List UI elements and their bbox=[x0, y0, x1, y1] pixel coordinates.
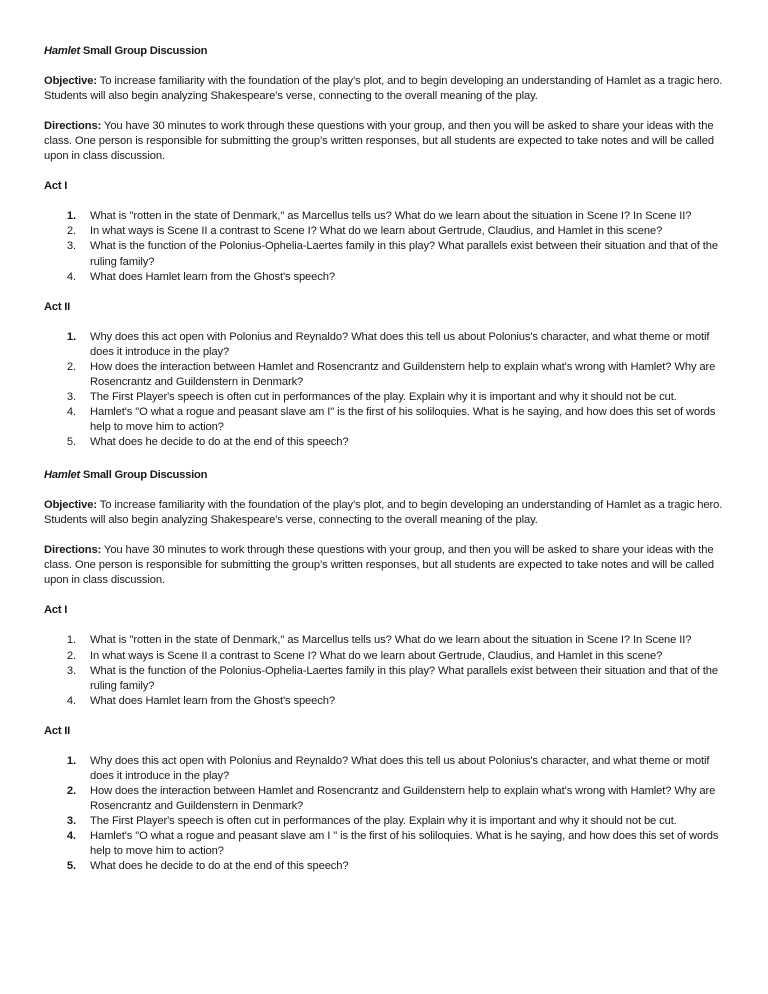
list-item-label: Hamlet's "O what a rogue and peasant slave am I " is the first of his soliloquies. What is he saying, and how does this set of words help to move him to action? bbox=[90, 830, 719, 858]
spacer bbox=[44, 285, 726, 300]
list-item-label: What is "rotten in the state of Denmark," as Marcellus tells us? What do we learn about the situation in Scene I? In Scene II? bbox=[90, 634, 692, 647]
block-separator bbox=[44, 450, 726, 468]
list-item bbox=[44, 239, 726, 269]
act-two-question-list-second bbox=[44, 754, 726, 875]
list-item bbox=[44, 270, 726, 285]
spacer bbox=[44, 315, 726, 330]
page-title-second bbox=[44, 468, 726, 483]
spacer bbox=[44, 739, 726, 754]
act-two-question-list bbox=[44, 330, 726, 451]
directions-text: You have 30 minutes to work through these questions with your group, and then you will be asked to share your ideas with the class. One person is responsible for submitting the group’s written responses, but all students are expected to take notes and will be called upon in class discussion. bbox=[44, 544, 714, 587]
list-item-label: The First Player's speech is often cut in performances of the play. Explain why it is important and why it should not be cut. bbox=[90, 390, 677, 403]
page-title-rest: Small Group Discussion bbox=[79, 469, 208, 482]
objective-text: To increase familiarity with the foundation of the play’s plot, and to begin developing an understanding of Hamlet as a tragic hero. Students will also begin analyzing Shakespeare’s verse, connecting to the overall meaning of the play. bbox=[44, 499, 723, 527]
directions-label: Directions: bbox=[44, 120, 102, 133]
spacer bbox=[44, 709, 726, 724]
spacer bbox=[44, 59, 726, 74]
directions-paragraph bbox=[44, 119, 726, 164]
list-item bbox=[44, 694, 726, 709]
list-item bbox=[44, 754, 726, 784]
list-item bbox=[44, 360, 726, 390]
objective-text: To increase familiarity with the foundation of the play’s plot, and to begin developing an understanding of Hamlet as a tragic hero. Students will also begin analyzing Shakespeare’s verse, connecting to the overall meaning of the play. bbox=[44, 75, 723, 103]
act-two-heading-second: Act II bbox=[44, 724, 71, 737]
list-item-label: What is "rotten in the state of Denmark," as Marcellus tells us? What do we learn about the situation in Scene I? In Scene II? bbox=[90, 210, 692, 223]
list-item-number: 4. bbox=[66, 405, 76, 418]
spacer bbox=[44, 618, 726, 633]
spacer bbox=[44, 104, 726, 119]
list-item-number: 5. bbox=[66, 436, 76, 449]
list-item bbox=[44, 784, 726, 814]
spacer bbox=[44, 164, 726, 179]
spacer bbox=[44, 528, 726, 543]
page-title-rest: Small Group Discussion bbox=[79, 45, 208, 57]
list-item-number: 2. bbox=[66, 360, 76, 373]
list-item-number: 2. bbox=[66, 649, 76, 662]
list-item-label: What does he decide to do at the end of this speech? bbox=[90, 436, 349, 449]
list-item-number: 4. bbox=[66, 270, 76, 283]
list-item bbox=[44, 390, 726, 405]
list-item-label: In what ways is Scene II a contrast to Scene I? What do we learn about Gertrude, Claudius, and Hamlet in this scene? bbox=[90, 649, 663, 662]
list-item-number: 3. bbox=[66, 664, 76, 677]
list-item bbox=[44, 224, 726, 239]
list-item bbox=[44, 814, 726, 829]
list-item bbox=[44, 209, 726, 224]
list-item bbox=[44, 649, 726, 664]
act-two-heading: Act II bbox=[44, 300, 71, 313]
list-item-label: Why does this act open with Polonius and Reynaldo? What does this tell us about Polonius's character, and what theme or motif does it introduce in the play? bbox=[90, 330, 710, 358]
objective-label: Objective: bbox=[44, 75, 97, 87]
list-item bbox=[44, 633, 726, 648]
list-item-number: 1. bbox=[66, 634, 76, 647]
list-item-label: How does the interaction between Hamlet and Rosencrantz and Guildenstern help to explain what's wrong with Hamlet? Why are Rosencrantz and Guildenstern in Denmark? bbox=[90, 360, 716, 388]
list-item-label: The First Player's speech is often cut in performances of the play. Explain why it is important and why it should not be cut. bbox=[90, 815, 677, 827]
list-item-label: What does he decide to do at the end of this speech? bbox=[90, 860, 349, 873]
list-item-number: 4. bbox=[66, 830, 76, 843]
act-one-heading: Act I bbox=[44, 180, 68, 193]
list-item-label: What is the function of the Polonius-Ophelia-Laertes family in this play? What parallels exist between their situation and that of the ruling family? bbox=[90, 240, 719, 268]
objective-label: Objective: bbox=[44, 499, 97, 512]
list-item-number: 1. bbox=[66, 330, 76, 343]
list-item bbox=[44, 829, 726, 859]
list-item-label: What is the function of the Polonius-Ophelia-Laertes family in this play? What parallels exist between their situation and that of the ruling family? bbox=[90, 664, 719, 692]
list-item-label: What does Hamlet learn from the Ghost's speech? bbox=[90, 270, 335, 283]
spacer bbox=[44, 588, 726, 603]
list-item-label: Why does this act open with Polonius and Reynaldo? What does this tell us about Polonius's character, and what theme or motif does it introduce in the play? bbox=[90, 754, 710, 782]
list-item-number: 2. bbox=[66, 225, 76, 238]
objective-paragraph bbox=[44, 74, 726, 104]
page-title bbox=[44, 44, 726, 59]
list-item-number: 2. bbox=[66, 784, 76, 797]
list-item bbox=[44, 405, 726, 435]
list-item-number: 5. bbox=[66, 860, 76, 873]
list-item bbox=[44, 859, 726, 874]
objective-paragraph-second bbox=[44, 498, 726, 528]
spacer bbox=[44, 194, 726, 209]
directions-text: You have 30 minutes to work through these questions with your group, and then you will be asked to share your ideas with the class. One person is responsible for submitting the group’s written responses, but all students are expected to take notes and will be called upon in class discussion. bbox=[44, 120, 714, 163]
directions-paragraph-second bbox=[44, 543, 726, 588]
directions-label: Directions: bbox=[44, 544, 102, 557]
document-body bbox=[44, 44, 726, 874]
play-title-italic: Hamlet bbox=[44, 45, 80, 57]
list-item bbox=[44, 435, 726, 450]
act-one-heading-second: Act I bbox=[44, 604, 68, 617]
act-one-question-list bbox=[44, 209, 726, 284]
act-one-question-list-second bbox=[44, 633, 726, 708]
list-item-number: 3. bbox=[66, 390, 76, 403]
list-item-number: 3. bbox=[66, 815, 76, 827]
spacer bbox=[44, 483, 726, 498]
play-title-italic: Hamlet bbox=[44, 469, 80, 482]
list-item-number: 4. bbox=[66, 694, 76, 707]
list-item-number: 1. bbox=[66, 210, 76, 223]
list-item-number: 1. bbox=[66, 754, 76, 767]
list-item-number: 3. bbox=[66, 240, 76, 253]
list-item-label: Hamlet's "O what a rogue and peasant slave am I" is the first of his soliloquies. What is he saying, and how does this set of words help to move him to action? bbox=[90, 405, 716, 433]
list-item-label: In what ways is Scene II a contrast to Scene I? What do we learn about Gertrude, Claudius, and Hamlet in this scene? bbox=[90, 225, 663, 238]
list-item bbox=[44, 664, 726, 694]
list-item bbox=[44, 330, 726, 360]
list-item-label: What does Hamlet learn from the Ghost's speech? bbox=[90, 694, 335, 707]
list-item-label: How does the interaction between Hamlet and Rosencrantz and Guildenstern help to explain what's wrong with Hamlet? Why are Rosencrantz and Guildenstern in Denmark? bbox=[90, 784, 716, 812]
